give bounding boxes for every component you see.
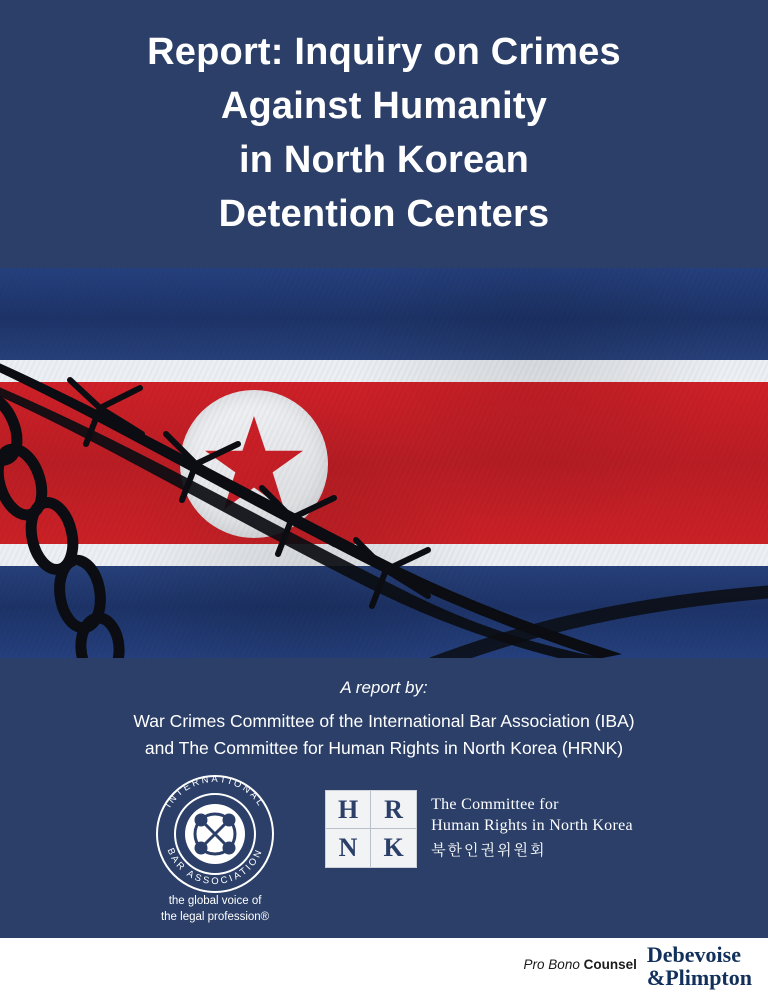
cover-image-north-korean-flag [0, 268, 768, 658]
organization-line-1: War Crimes Committee of the International Bar Association (IBA) [133, 711, 635, 731]
pro-bono-bold: Counsel [583, 956, 637, 972]
pro-bono-counsel-label [524, 957, 637, 976]
page-title-line-2: Against Humanity [220, 84, 548, 127]
hrnk-line-2: Human Rights in North Korea [431, 817, 633, 834]
iba-tagline [135, 894, 295, 925]
svg-text:BAR ASSOCIATION: BAR ASSOCIATION [164, 846, 266, 888]
hrnk-letter-grid-icon [325, 790, 417, 868]
hrnk-letter-n: N [326, 829, 371, 867]
logo-row [0, 768, 768, 938]
hrnk-letter-k: K [383, 833, 404, 862]
iba-emblem-icon [145, 768, 285, 898]
hrnk-wordmark [431, 790, 633, 860]
page-title-line-1: Report: Inquiry on Crimes [147, 31, 621, 73]
barbed-wire-chain-icon [0, 268, 768, 658]
cover-footer [0, 938, 768, 994]
hrnk-letter-h: H [326, 791, 371, 829]
hrnk-logo [325, 790, 633, 868]
pro-bono-italic: Pro Bono [523, 956, 580, 972]
svg-text:INTERNATIONAL: INTERNATIONAL [163, 773, 267, 810]
cover-title-band [0, 0, 768, 268]
debevoise-line-2: &Plimpton [646, 965, 752, 990]
iba-tagline-line-2: the legal profession® [160, 910, 270, 923]
debevoise-line-1: Debevoise [646, 941, 741, 967]
iba-tagline-line-1: the global voice of [168, 895, 262, 907]
organization-line-2: and The Committee for Human Rights in North Korea (HRNK) [144, 738, 624, 759]
page-title-line-3: in North Korean [238, 138, 530, 181]
report-byline: A report by: [340, 678, 428, 697]
hrnk-line-1: The Committee for [431, 796, 559, 813]
page-title-line-4: Detention Centers [218, 192, 550, 235]
hrnk-line-3-korean: 북한인권위원회 [431, 841, 547, 859]
hrnk-letter-r: R [371, 791, 416, 829]
debevoise-plimpton-logo [647, 943, 752, 989]
iba-logo [135, 768, 295, 938]
